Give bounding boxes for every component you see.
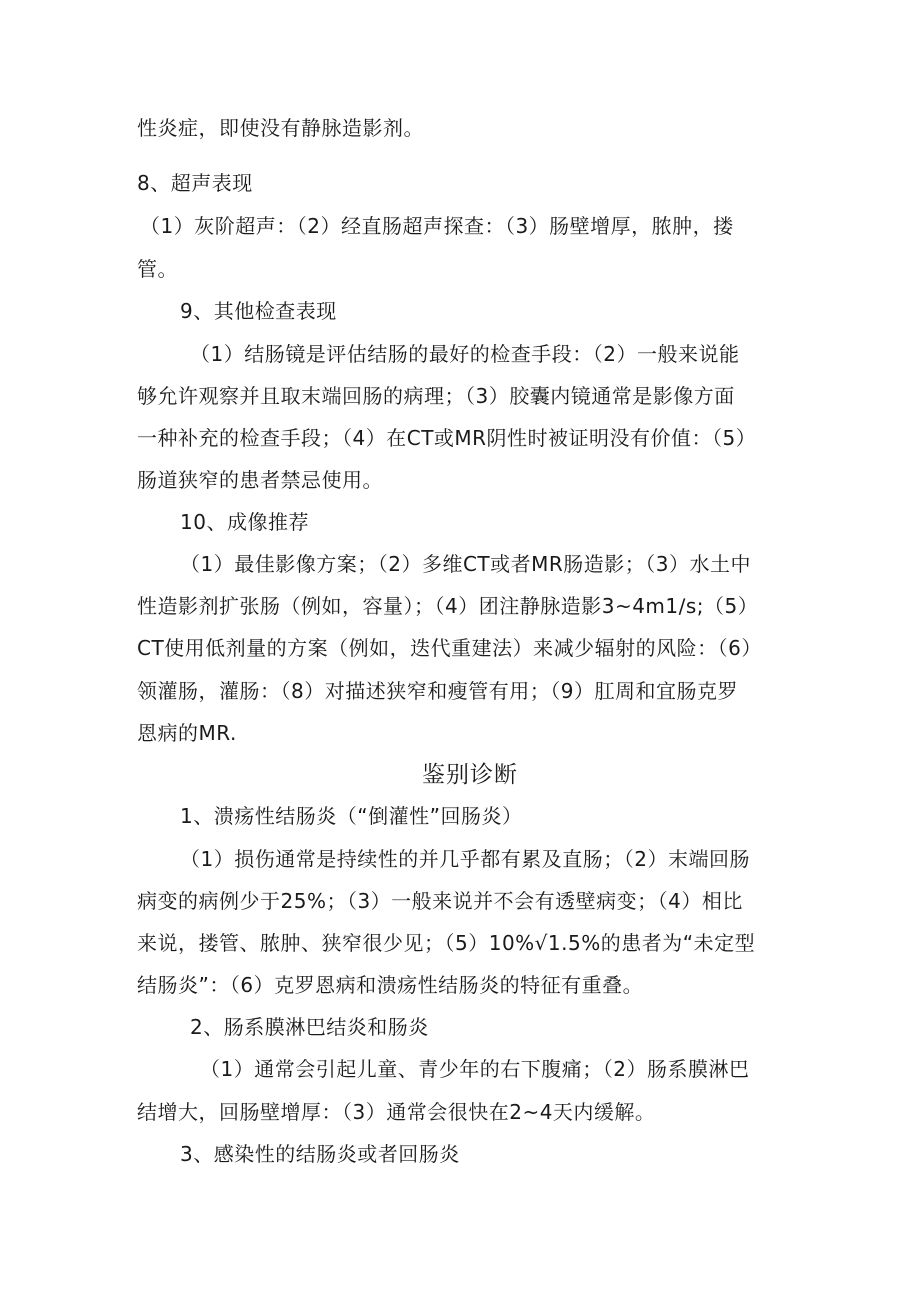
text-line: 管。	[137, 257, 178, 281]
text-line: 性炎症，即使没有静脉造影剂。	[137, 116, 424, 140]
text-line: （1）最佳影像方案；（2）多维CT或者MR肠造影；（3）水土中	[180, 552, 752, 576]
text-line: 性造影剂扩张肠（例如，容量）；（4）团注静脉造影3~4m1∕s;（5）	[137, 594, 759, 618]
text-line: 来说，搂管、脓肿、狭窄很少见；（5）10%√1.5%的患者为“未定型	[137, 931, 756, 955]
text-line: 够允许观察并且取末端回肠的病理；（3）胶囊内镜通常是影像方面	[137, 384, 735, 408]
section-heading: 8、超声表现	[137, 171, 253, 195]
section-heading: 9、其他检查表现	[180, 299, 337, 323]
chapter-title: 鉴别诊断	[422, 762, 518, 788]
text-line: 一种补充的检查手段；（4）在CT或MR阴性时被证明没有价值：（5）	[137, 426, 757, 450]
section-heading: 10、成像推荐	[180, 510, 309, 534]
text-line: 领灌肠，灌肠：（8）对描述狭窄和瘦管有用；（9）肛周和宜肠克罗	[137, 679, 738, 703]
text-line: （1）损伤通常是持续性的并几乎都有累及直肠；（2）末端回肠	[180, 847, 750, 871]
text-line: CT使用低剂量的方案（例如，迭代重建法）来减少辐射的风险：（6）	[137, 636, 762, 660]
section-heading: 3、感染性的结肠炎或者回肠炎	[180, 1142, 460, 1166]
section-heading: 2、肠系膜淋巴结炎和肠炎	[190, 1015, 429, 1039]
text-line: 结肠炎”：（6）克罗恩病和溃疡性结肠炎的特征有重叠。	[137, 973, 644, 997]
text-line: （1）通常会引起儿童、青少年的右下腹痛；（2）肠系膜淋巴	[200, 1057, 750, 1081]
text-line: （1）灰阶超声：（2）经直肠超声探查：（3）肠壁增厚，脓肿，搂	[140, 214, 734, 238]
text-line: 病变的病例少于25%；（3）一般来说并不会有透壁病变；（4）相比	[137, 889, 743, 913]
text-line: （1）结肠镜是评估结肠的最好的检查手段：（2）一般来说能	[190, 342, 740, 366]
text-line: 结增大，回肠壁增厚：（3）通常会很快在2~4天内缓解。	[137, 1100, 656, 1124]
text-line: 恩病的MR.	[137, 721, 237, 745]
section-heading: 1、溃疡性结肠炎（“倒灌性”回肠炎）	[180, 804, 523, 828]
text-line: 肠道狭窄的患者禁忌使用。	[137, 468, 383, 492]
